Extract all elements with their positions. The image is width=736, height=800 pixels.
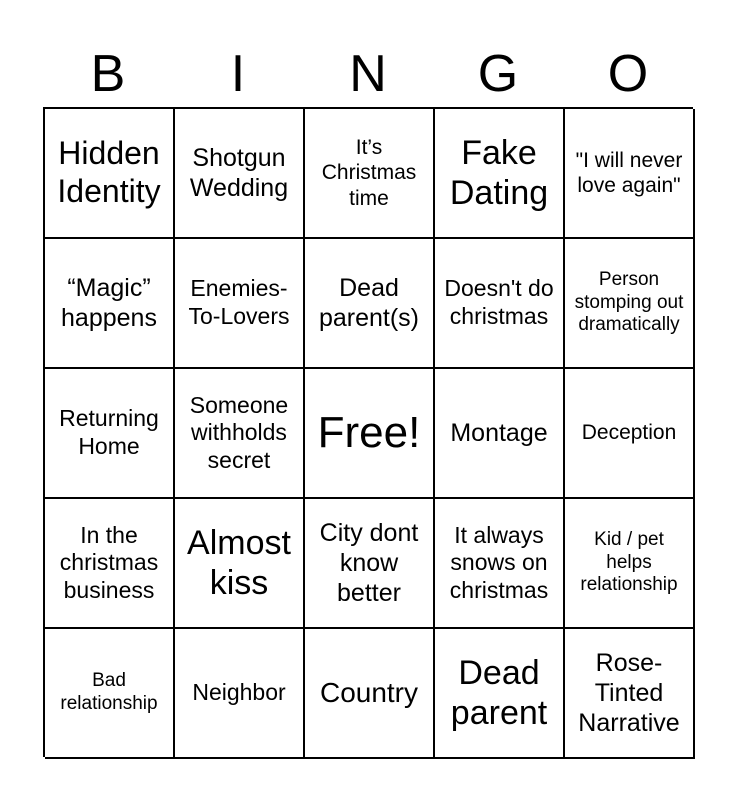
- bingo-cell-r3c2[interactable]: Someone withholds secret: [175, 369, 305, 499]
- bingo-cell-r5c5[interactable]: Rose-Tinted Narrative: [565, 629, 695, 759]
- bingo-cell-r1c5[interactable]: "I will never love again": [565, 109, 695, 239]
- header-letter-o: O: [607, 45, 649, 103]
- bingo-cell-r4c5[interactable]: Kid / pet helps relationship: [565, 499, 695, 629]
- bingo-cell-r4c1[interactable]: In the christmas business: [45, 499, 175, 629]
- bingo-card-grid: [43, 107, 693, 757]
- bingo-cell-r4c3[interactable]: City dont know better: [305, 499, 435, 629]
- bingo-cell-r1c1[interactable]: Hidden Identity: [45, 109, 175, 239]
- bingo-header: [43, 40, 693, 108]
- bingo-cell-r4c2[interactable]: Almost kiss: [175, 499, 305, 629]
- bingo-cell-r1c2[interactable]: Shotgun Wedding: [175, 109, 305, 239]
- bingo-cell-r3c4[interactable]: Montage: [435, 369, 565, 499]
- bingo-cell-r5c2[interactable]: Neighbor: [175, 629, 305, 759]
- bingo-cell-r1c3[interactable]: It’s Christmas time: [305, 109, 435, 239]
- bingo-cell-r2c3[interactable]: Dead parent(s): [305, 239, 435, 369]
- header-letter-i: I: [230, 45, 246, 103]
- bingo-cell-r5c4[interactable]: Dead parent: [435, 629, 565, 759]
- header-letter-b: B: [90, 45, 126, 103]
- bingo-cell-r1c4[interactable]: Fake Dating: [435, 109, 565, 239]
- bingo-cell-r2c5[interactable]: Person stomping out dramatically: [565, 239, 695, 369]
- header-letter-n: N: [349, 45, 387, 103]
- bingo-cell-r2c4[interactable]: Doesn't do christmas: [435, 239, 565, 369]
- bingo-cell-r2c1[interactable]: “Magic” happens: [45, 239, 175, 369]
- bingo-cell-free-space[interactable]: Free!: [305, 369, 435, 499]
- bingo-cell-r2c2[interactable]: Enemies-To-Lovers: [175, 239, 305, 369]
- bingo-cell-r3c1[interactable]: Returning Home: [45, 369, 175, 499]
- bingo-cell-r5c1[interactable]: Bad relationship: [45, 629, 175, 759]
- bingo-cell-r4c4[interactable]: It always snows on christmas: [435, 499, 565, 629]
- header-letter-g: G: [477, 45, 519, 103]
- bingo-cell-r5c3[interactable]: Country: [305, 629, 435, 759]
- bingo-cell-r3c5[interactable]: Deception: [565, 369, 695, 499]
